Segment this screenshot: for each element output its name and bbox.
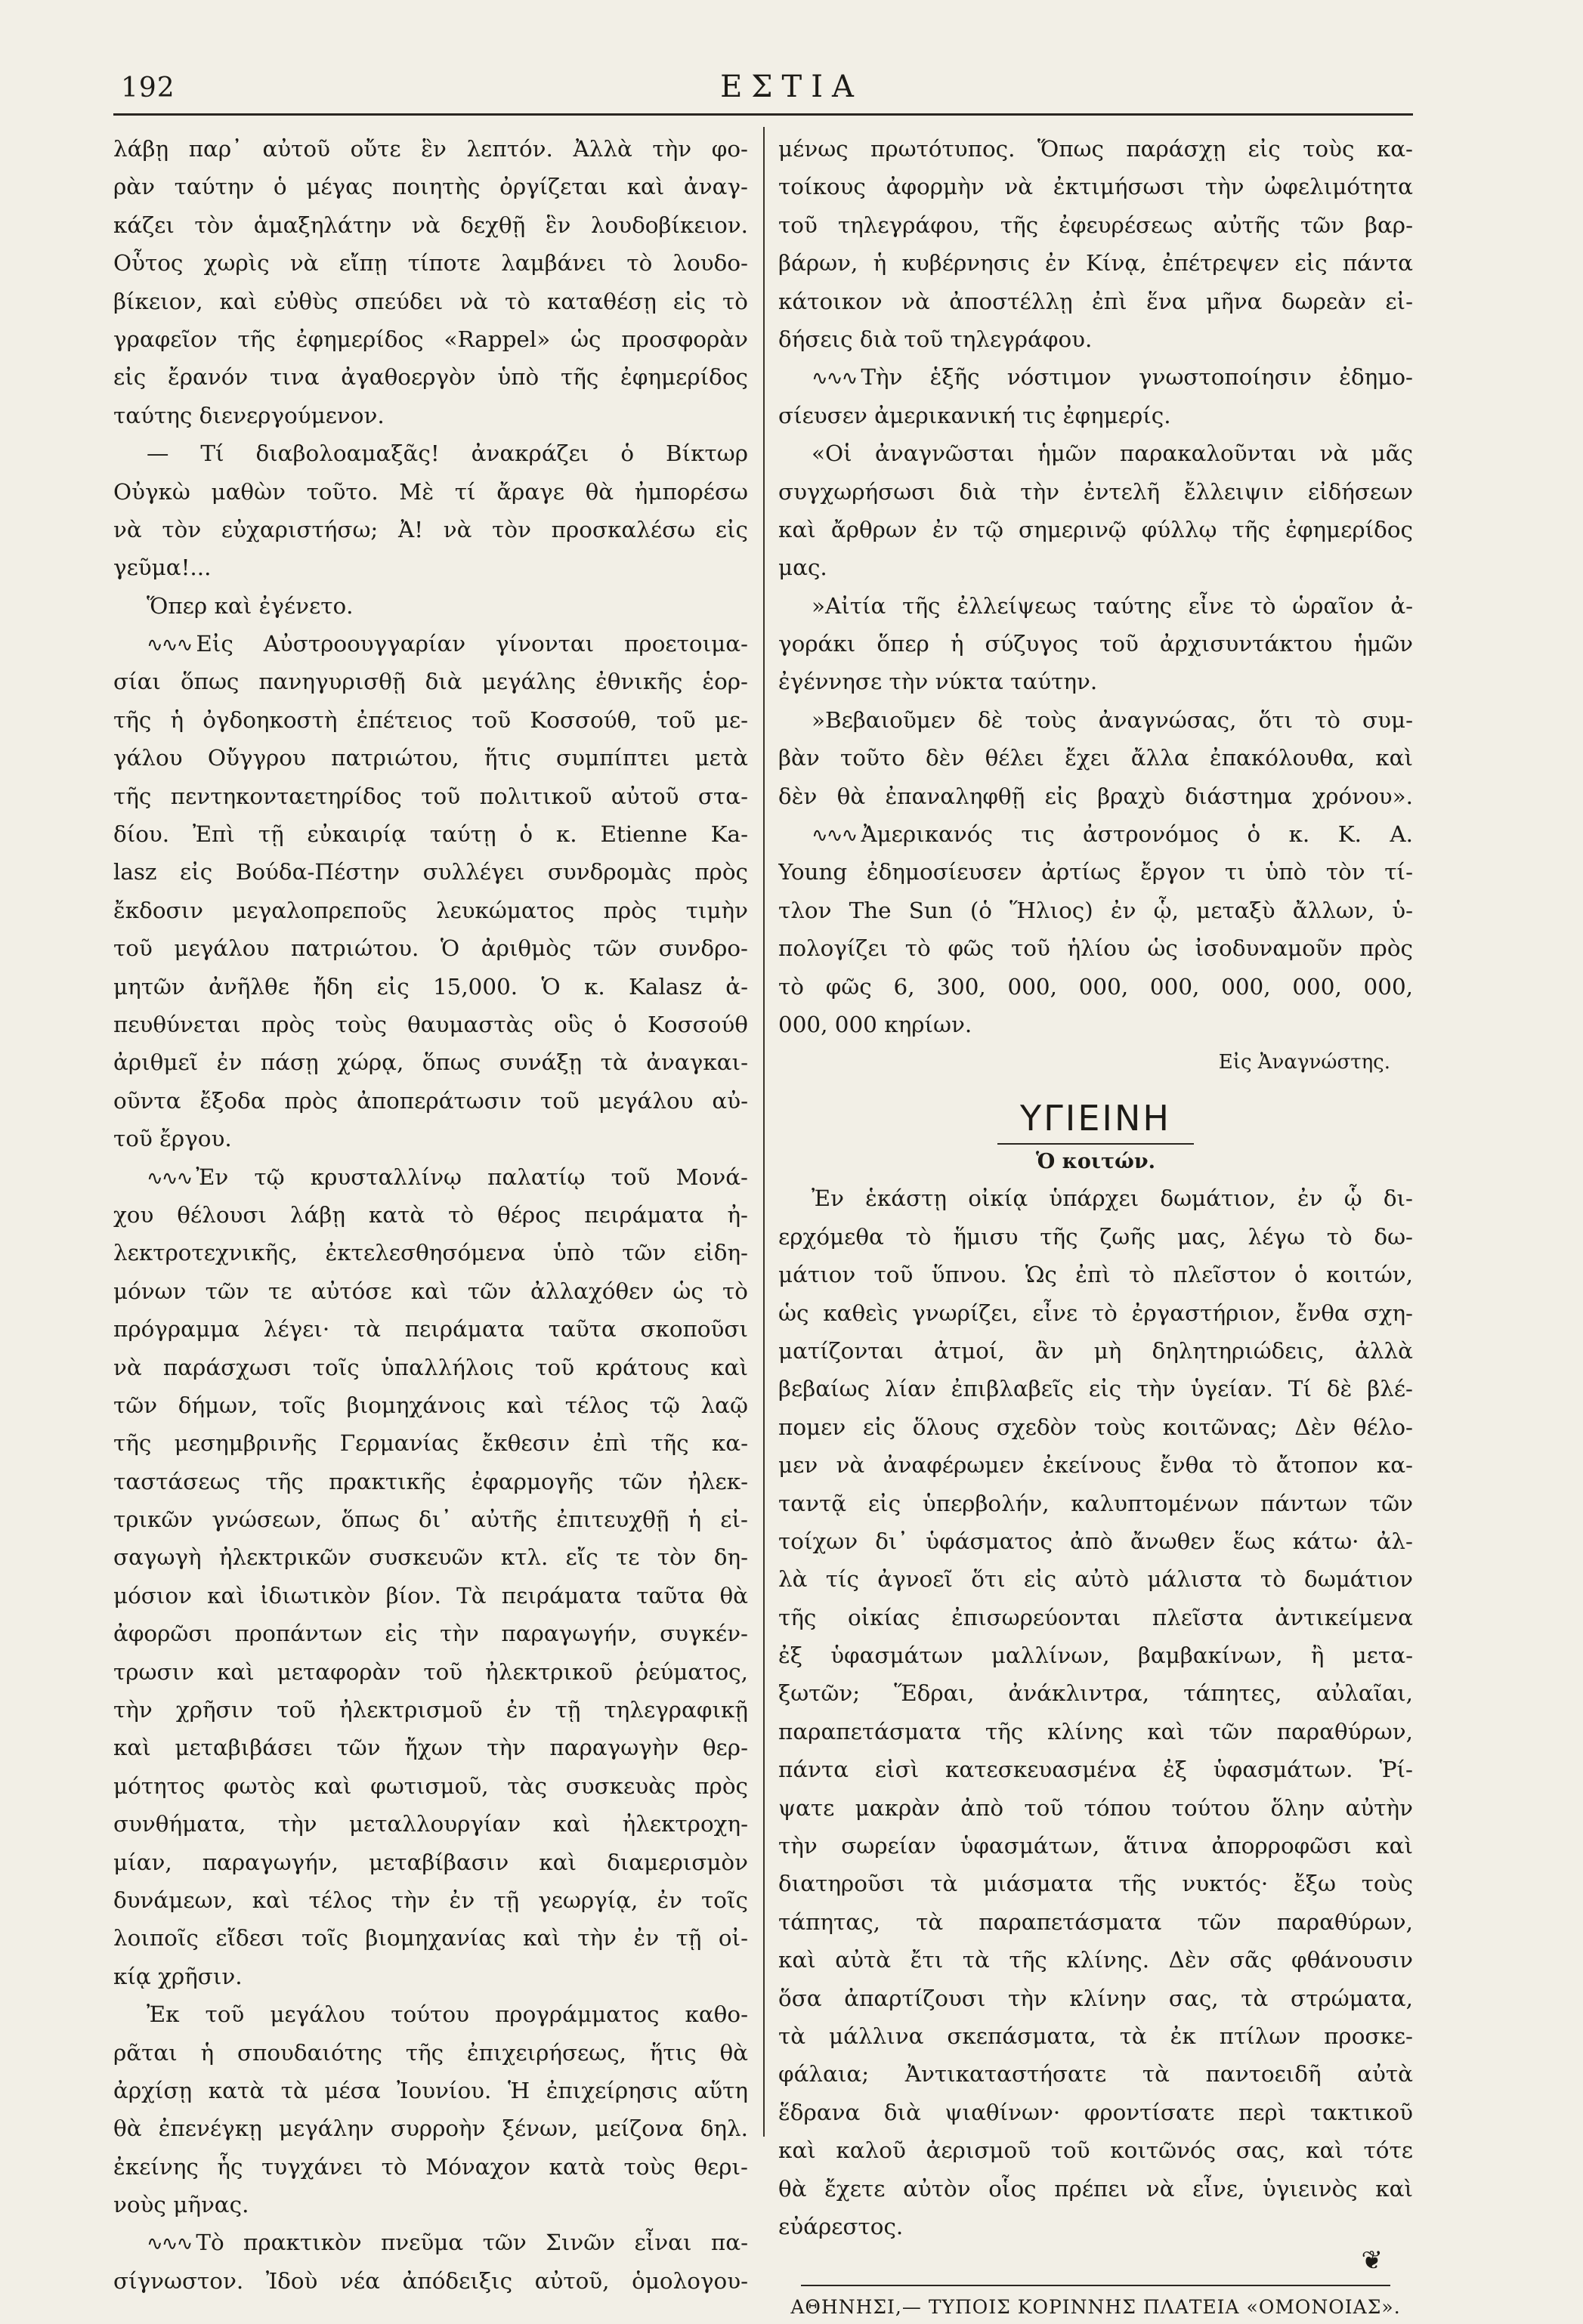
line-text: τοίχων δι᾽ ὑφάσματος ἀπὸ ἄνωθεν ἕως κάτω· ἀλ- <box>778 1528 1413 1554</box>
text-line <box>778 1522 1413 1560</box>
line-text: τῶν δήμων, τοῖς βιομηχάνοις καὶ τέλος τῷ λαῷ <box>113 1392 748 1418</box>
line-text: θὰ ἔχετε αὐτὸν οἷος πρέπει νὰ εἶνε, ὑγιεινὸς καὶ <box>778 2175 1413 2202</box>
line-text: μας. <box>778 555 827 581</box>
text-line <box>778 892 1413 929</box>
line-text: ἀφορῶσι προπάντων εἰς τὴν παραγωγήν, συγκέν- <box>113 1621 748 1647</box>
text-line <box>778 1256 1413 1293</box>
right-column <box>778 130 1413 2324</box>
line-text: μάτιον τοῦ ὕπνου. Ὡς ἐπὶ τὸ πλεῖστον ὁ κοιτών, <box>778 1262 1413 1288</box>
line-text: «Οἱ ἀναγνῶσται ἡμῶν παρακαλοῦνται νὰ μᾶς <box>812 440 1413 467</box>
text-line <box>113 473 748 511</box>
section-subheading: Ὁ κοιτών. <box>1036 1150 1155 1174</box>
text-line <box>113 549 748 586</box>
text-line <box>113 1615 748 1652</box>
line-text: 000, 000 κηρίων. <box>778 1011 972 1037</box>
text-line <box>113 1310 748 1348</box>
text-line <box>113 663 748 700</box>
text-line <box>113 1729 748 1766</box>
text-line <box>113 1881 748 1919</box>
line-text: γάλου Οὔγγρου πατριώτου, ἥτις συμπίπτει μετὰ <box>113 745 748 771</box>
line-text: τρικῶν γνώσεων, ὅπως δι᾽ αὐτῆς ἐπιτευχθῇ ἡ εἰ- <box>113 1507 748 1533</box>
line-text: Ἐν ἑκάστῃ οἰκίᾳ ὑπάρχει δωμάτιον, ἐν ᾧ δι- <box>812 1185 1413 1212</box>
text-line <box>778 473 1413 511</box>
line-text: νοὺς μῆνας. <box>113 2192 249 2218</box>
line-text: βάρων, ἡ κυβέρνησις ἐν Κίνᾳ, ἐπέτρεψεν εἰς πάντα <box>778 250 1413 277</box>
text-line <box>113 1424 748 1462</box>
line-text: δίου. Ἐπὶ τῇ εὐκαιρίᾳ ταύτῃ ὁ κ. Etienne Ka- <box>113 821 748 848</box>
text-line <box>778 815 1413 853</box>
text-line <box>113 1653 748 1691</box>
line-text: lasz εἰς Βούδα-Πέστην συλλέγει συνδρομὰς πρὸς <box>113 859 748 885</box>
text-line <box>778 1446 1413 1484</box>
text-line <box>113 1995 748 2033</box>
text-line <box>778 397 1413 434</box>
text-line <box>113 929 748 967</box>
section-heading: ΥΓΙΕΙΝΗ <box>1020 1098 1171 1139</box>
line-text: μένως πρωτότυπος. Ὅπως παράσχῃ εἰς τοὺς κα- <box>778 136 1413 162</box>
line-text: ταντᾷ εἰς ὑπερβολήν, καλυπτομένων πάντων τῶν <box>778 1490 1413 1516</box>
text-line <box>778 777 1413 815</box>
line-text: Τὴν ἑξῆς νόστιμον γνωστοποίησιν ἐδημο- <box>861 364 1413 391</box>
text-line <box>113 739 748 777</box>
text-line <box>778 1006 1413 1043</box>
line-text: τῆς ἡ ὀγδοηκοστὴ ἐπέτειος τοῦ Κοσσούθ, τοῦ με- <box>113 706 748 733</box>
text-line <box>778 1408 1413 1446</box>
right-column-top-text <box>778 130 1413 1043</box>
text-line <box>778 358 1413 396</box>
line-text: μόσιον καὶ ἰδιωτικὸν βίον. Τὰ πειράματα ταῦτα θὰ <box>113 1582 748 1609</box>
line-text: θὰ ἐπενέγκῃ μεγάλην συρροὴν ξένων, μείζονα δηλ. <box>113 2115 748 2142</box>
text-line <box>113 2262 748 2300</box>
text-line <box>113 283 748 320</box>
line-text: τῆς οἰκίας ἐπισωρεύονται πλεῖστα ἀντικείμενα <box>778 1604 1413 1630</box>
text-line <box>113 2109 748 2147</box>
text-line <box>113 358 748 396</box>
line-text: μεν νὰ ἀναφέρωμεν ἐκείνους ἔνθα τὸ ἄτοπον κα- <box>778 1452 1413 1479</box>
line-text: ματίζονται ἀτμοί, ἂν μὴ δηλητηριώδεις, ἀλλὰ <box>778 1337 1413 1364</box>
line-text: γεῦμα!... <box>113 555 212 581</box>
text-line <box>778 1485 1413 1522</box>
text-line <box>778 434 1413 472</box>
text-line <box>113 625 748 663</box>
text-line <box>778 168 1413 206</box>
line-text: κάζει τὸν ἁμαξηλάτην νὰ δεχθῇ ἓν λουδοβίκειον. <box>113 212 748 238</box>
line-text: δὲν θὰ ἐπαναληφθῇ εἰς βραχὺ διάστημα χρόνου». <box>778 783 1413 809</box>
text-line <box>113 130 748 168</box>
line-text: λοιποῖς εἴδεσι τοῖς βιομηχανίας καὶ τὴν ἐν τῇ οἰ- <box>113 1925 748 1952</box>
text-line <box>778 1560 1413 1598</box>
line-text: κίᾳ χρῆσιν. <box>113 1963 243 1989</box>
journal-title: ΕΣΤΙΑ <box>720 70 863 104</box>
line-text: σίγνωστον. Ἰδοὺ νέα ἀπόδειξις αὐτοῦ, ὁμολογου- <box>113 2267 748 2294</box>
line-text: τλον The Sun (ὁ Ἥλιος) ἐν ᾧ, μεταξὺ ἄλλων, ὑ- <box>778 897 1413 923</box>
text-line <box>113 1043 748 1081</box>
text-line <box>778 1332 1413 1370</box>
text-line <box>113 1120 748 1157</box>
line-text: ερχόμεθα τὸ ἥμισυ τῆς ζωῆς μας, λέγω τὸ δω- <box>778 1223 1413 1250</box>
line-text: παραπετάσματα τῆς κλίνης καὶ τῶν παραθύρων, <box>778 1718 1413 1745</box>
text-line <box>778 2055 1413 2093</box>
text-line <box>113 511 748 549</box>
line-text: τοῦ μεγάλου πατριώτου. Ὁ ἀριθμὸς τῶν συνδρο- <box>113 935 748 962</box>
text-line <box>113 1919 748 1957</box>
text-line <box>113 206 748 244</box>
line-text: τὸ φῶς 6, 300, 000, 000, 000, 000, 000, 000, <box>778 973 1413 1000</box>
text-line <box>778 320 1413 358</box>
line-text: Ὅπερ καὶ ἐγένετο. <box>147 592 354 619</box>
line-text: τοῦ ἔργου. <box>113 1126 232 1152</box>
text-line <box>778 2094 1413 2131</box>
line-text: βίκειον, καὶ εὐθὺς σπεύδει νὰ τὸ καταθέσῃ εἰς τὸ <box>113 288 748 314</box>
right-column-bottom-text <box>778 1179 1413 2245</box>
text-line <box>113 777 748 815</box>
text-line <box>113 1767 748 1805</box>
line-text: Ἐκ τοῦ μεγάλου τούτου προγράμματος καθο- <box>147 2001 748 2028</box>
line-text: ξωτῶν; Ἕδραι, ἀνάκλιντρα, τάπητες, αὐλαῖαι, <box>778 1680 1413 1707</box>
line-text: βὰν τοῦτο δὲν θέλει ἔχει ἄλλα ἐπακόλουθα, καὶ <box>778 745 1413 771</box>
line-text: βεβαίως λίαν ἐπιβλαβεῖς εἰς τὴν ὑγείαν. Τί δὲ βλέ- <box>778 1376 1413 1402</box>
text-line <box>113 1577 748 1615</box>
line-text: Οὗτος χωρὶς νὰ εἴπῃ τίποτε λαμβάνει τὸ λουδο- <box>113 250 748 277</box>
text-line <box>778 1218 1413 1256</box>
line-text: Young ἐδημοσίευσεν ἀρτίως ἔργον τι ὑπὸ τὸν τί- <box>778 859 1413 885</box>
news-item-marker-icon: ∿∿∿ <box>147 2233 192 2256</box>
text-line <box>113 2034 748 2072</box>
text-line <box>113 320 748 358</box>
text-line <box>113 1006 748 1043</box>
text-line <box>113 2186 748 2224</box>
text-line <box>778 1636 1413 1674</box>
line-text: πάντα εἰσὶ κατεσκευασμένα ἐξ ὑφασμάτων. Ῥί- <box>778 1757 1413 1783</box>
line-text: συνθήματα, τὴν μεταλλουργίαν καὶ ἠλεκτροχη- <box>113 1811 748 1837</box>
text-line <box>113 968 748 1006</box>
text-line <box>778 1674 1413 1712</box>
line-text: γοράκι ὅπερ ἡ σύζυγος τοῦ ἀρχισυντάκτου ἡμῶν <box>778 631 1413 657</box>
line-text: »Αἰτία τῆς ἐλλείψεως ταύτης εἶνε τὸ ὡραῖον ἀ- <box>812 592 1413 619</box>
line-text: καὶ καλοῦ ἀερισμοῦ τοῦ κοιτῶνός σας, καὶ τότε <box>778 2137 1413 2164</box>
news-item-marker-icon: ∿∿∿ <box>147 1167 192 1190</box>
line-text: νὰ παράσχωσι τοῖς ὑπαλλήλοις τοῦ κράτους καὶ <box>113 1354 748 1380</box>
text-line <box>778 2017 1413 2055</box>
text-line <box>113 1463 748 1500</box>
text-line <box>113 892 748 929</box>
text-line <box>778 1713 1413 1751</box>
line-text: τὴν σωρείαν ὑφασμάτων, ἅτινα ἀπορροφῶσι καὶ <box>778 1833 1413 1859</box>
text-line <box>778 1370 1413 1408</box>
line-text: Οὐγκὼ μαθὼν τοῦτο. Μὲ τί ἄραγε θὰ ἠμπορέσω <box>113 478 748 505</box>
text-line <box>778 283 1413 320</box>
text-line <box>113 397 748 434</box>
text-line <box>778 853 1413 891</box>
text-line <box>113 2072 748 2109</box>
line-text: ἕδρανα διὰ ψιαθίνων· φροντίσατε περὶ τακτικοῦ <box>778 2099 1413 2125</box>
line-text: εἰς ἔρανόν τινα ἀγαθοεργὸν ὑπὸ τῆς ἐφημερίδος <box>113 364 748 391</box>
text-line <box>778 1751 1413 1788</box>
text-line <box>113 587 748 625</box>
page-number: 192 <box>121 73 175 104</box>
article-signature: Εἰς Ἀναγνώστης. <box>1218 1051 1390 1074</box>
text-line <box>113 1843 748 1881</box>
text-line <box>113 1538 748 1576</box>
text-line <box>778 1599 1413 1636</box>
line-text: ἐξ ὑφασμάτων μαλλίνων, βαμβακίνων, ἢ μετα- <box>778 1643 1413 1669</box>
text-line <box>113 1272 748 1310</box>
printer-imprint: ΑΘΗΝΗΣΙ,— ΤΥΠΟΙΣ ΚΟΡΙΝΝΗΣ ΠΛΑΤΕΙΑ «ΟΜΟΝΟΙΑΣ». <box>790 2296 1401 2319</box>
line-text: λὰ τίς ἀγνοεῖ ὅτι εἰς αὐτὸ μάλιστα τὸ δωμάτιον <box>778 1566 1413 1593</box>
line-text: τρωσιν καὶ μεταφορὰν τοῦ ἠλεκτρικοῦ ῥεύματος, <box>113 1658 748 1685</box>
line-text: ἐκείνης ἧς τυγχάνει τὸ Μόναχον κατὰ τοὺς θερι- <box>113 2153 748 2180</box>
fleuron-ornament: ❦ <box>1361 2245 1383 2276</box>
line-text: μόνων τῶν τε αὐτόσε καὶ τῶν ἀλλαχόθεν ὡς τὸ <box>113 1278 748 1304</box>
line-text: ρὰν ταύτην ὁ μέγας ποιητὴς ὀργίζεται καὶ ἀναγ- <box>113 174 748 200</box>
text-line <box>113 701 748 739</box>
line-text: σίαι ὅπως πανηγυρισθῇ διὰ μεγάλης ἐθνικῆς ἑορ- <box>113 669 748 695</box>
text-line <box>778 663 1413 700</box>
text-line <box>778 244 1413 282</box>
line-text: λάβῃ παρ᾽ αὐτοῦ οὔτε ἓν λεπτόν. Ἀλλὰ τὴν φο- <box>113 136 748 162</box>
text-line <box>113 815 748 853</box>
text-line <box>778 1827 1413 1865</box>
news-item-marker-icon: ∿∿∿ <box>812 824 857 848</box>
line-text: δυνάμεων, καὶ τέλος τὴν ἐν τῇ γεωργίᾳ, ἐν τοῖς <box>113 1887 748 1913</box>
text-line <box>778 206 1413 244</box>
line-text: μίαν, παραγωγήν, μεταβίβασιν καὶ διαμερισμὸν <box>113 1849 748 1875</box>
line-text: πολογίζει τὸ φῶς τοῦ ἡλίου ὡς ἰσοδυναμοῦν πρὸς <box>778 935 1413 962</box>
line-text: καὶ αὐτὰ ἔτι τὰ τῆς κλίνης. Δὲν σᾶς φθάνουσιν <box>778 1947 1413 1973</box>
line-text: ἔκδοσιν μεγαλοπρεποῦς λευκώματος πρὸς τιμὴν <box>113 897 748 923</box>
line-text: Ἐν τῷ κρυσταλλίνῳ παλατίῳ τοῦ Μονά- <box>196 1164 748 1190</box>
text-line <box>113 1386 748 1424</box>
line-text: ὅσα ἀπαρτίζουσι τὴν κλίνην σας, τὰ στρώματα, <box>778 1985 1413 2011</box>
text-line <box>113 1958 748 1995</box>
line-text: τῆς μεσημβρινῆς Γερμανίας ἔκθεσιν ἐπὶ τῆς κα- <box>113 1430 748 1457</box>
line-text: ταστάσεως τῆς πρακτικῆς ἐφαρμογῆς τῶν ἠλεκ- <box>113 1468 748 1494</box>
text-line <box>778 1979 1413 2017</box>
text-line <box>778 968 1413 1006</box>
line-text: Εἰς Αὐστροουγγαρίαν γίνονται προετοιμα- <box>196 631 748 657</box>
line-text: ρᾶται ἡ σπουδαιότης τῆς ἐπιχειρήσεως, ἥτις θὰ <box>113 2039 748 2066</box>
line-text: γραφεῖον τῆς ἐφημερίδος «Rappel» ὡς προσφορὰν <box>113 326 748 352</box>
line-text: τὰ μάλλινα σκεπάσματα, τὰ ἐκ πτίλων προσκε- <box>778 2023 1413 2049</box>
text-line <box>778 549 1413 586</box>
news-item-marker-icon: ∿∿∿ <box>147 634 192 657</box>
text-line <box>778 1903 1413 1941</box>
column-divider <box>763 127 765 2137</box>
text-line <box>113 2224 748 2261</box>
line-text: λεκτροτεχνικῆς, ἐκτελεσθησόμενα ὑπὸ τῶν εἰδη- <box>113 1240 748 1266</box>
text-line <box>778 1179 1413 1217</box>
line-text: πρόγραμμα λέγει· τὰ πειράματα ταῦτα σκοποῦσι <box>113 1316 748 1343</box>
text-line <box>113 168 748 206</box>
text-line <box>778 130 1413 168</box>
line-text: τάπητας, τὰ παραπετάσματα τῶν παραθύρων, <box>778 1908 1413 1935</box>
line-text: σίευσεν ἀμερικανική τις ἐφημερίς. <box>778 402 1171 428</box>
text-line <box>113 2148 748 2186</box>
line-text: δήσεις διὰ τοῦ τηλεγράφου. <box>778 326 1093 352</box>
line-text: πομεν εἰς ὅλους σχεδὸν τοὺς κοιτῶνας; Δὲν θέλο- <box>778 1414 1413 1440</box>
line-text: ὡς καθεὶς γνωρίζει, εἶνε τὸ ἐργαστήριον, ἔνθα σχη- <box>778 1300 1413 1326</box>
text-line <box>778 587 1413 625</box>
line-text: διατηροῦσι τὰ μιάσματα τῆς νυκτός· ἔξω τοὺς <box>778 1871 1413 1897</box>
news-item-marker-icon: ∿∿∿ <box>812 367 857 391</box>
line-text: τοῦ τηλεγράφου, τῆς ἐφευρέσεως αὐτῆς τῶν βαρ- <box>778 212 1413 238</box>
line-text: καὶ μεταβιβάσει τῶν ἤχων τὴν παραγωγὴν θερ- <box>113 1735 748 1761</box>
line-text: »Βεβαιοῦμεν δὲ τοὺς ἀναγνώσας, ὅτι τὸ συμ- <box>812 706 1413 733</box>
text-line <box>778 1789 1413 1827</box>
line-text: χου θέλουσι λάβῃ κατὰ τὸ θέρος πειράματα ἠ- <box>113 1201 748 1228</box>
text-line <box>778 2208 1413 2245</box>
line-text: κάτοικον νὰ ἀποστέλλῃ ἐπὶ ἕνα μῆνα δωρεὰν εἰ- <box>778 288 1413 314</box>
text-line <box>113 244 748 282</box>
line-text: μότητος φωτὸς καὶ φωτισμοῦ, τὰς συσκευὰς πρὸς <box>113 1772 748 1799</box>
line-text: Ἀμερικανός τις ἀστρονόμος ὁ κ. Κ. Α. <box>861 821 1413 848</box>
left-column <box>113 130 748 2300</box>
line-text: εὐάρεστος. <box>778 2213 904 2239</box>
line-text: Τὸ πρακτικὸν πνεῦμα τῶν Σινῶν εἶναι πα- <box>196 2230 748 2256</box>
line-text: συγχωρήσωσι διὰ τὴν ἐντελῆ ἔλλειψιν εἰδήσεων <box>778 478 1413 505</box>
line-text: ἐγέννησε τὴν νύκτα ταύτην. <box>778 669 1098 695</box>
line-text: νὰ τὸν εὐχαριστήσω; Ἀ! νὰ τὸν προσκαλέσω εἰς <box>113 516 748 542</box>
text-line <box>778 625 1413 663</box>
text-line <box>113 853 748 891</box>
line-text: ψατε μακρὰν ἀπὸ τοῦ τόπου τούτου ὅλην αὐτὴν <box>778 1794 1413 1821</box>
line-text: — Τί διαβολοαμαξᾶς! ἀνακράζει ὁ Βίκτωρ <box>147 440 748 467</box>
text-line <box>113 1691 748 1729</box>
text-line <box>778 2131 1413 2169</box>
imprint-rule <box>801 2285 1390 2286</box>
line-text: φάλαια; Ἀντικαταστήσατε τὰ παντοειδῆ αὐτὰ <box>778 2061 1413 2088</box>
text-line <box>778 739 1413 777</box>
text-line <box>113 1805 748 1843</box>
text-line <box>113 1196 748 1234</box>
header-rule <box>113 113 1413 116</box>
line-text: τοίκους ἀφορμὴν νὰ ἐκτιμήσωσι τὴν ὠφελιμότητα <box>778 174 1413 200</box>
text-line <box>778 929 1413 967</box>
text-line <box>113 434 748 472</box>
line-text: τὴν χρῆσιν τοῦ ἠλεκτρισμοῦ ἐν τῇ τηλεγραφικῇ <box>113 1697 748 1723</box>
line-text: καὶ ἄρθρων ἐν τῷ σημερινῷ φύλλῳ τῆς ἐφημερίδος <box>778 516 1413 542</box>
text-line <box>778 1294 1413 1332</box>
line-text: σαγωγὴ ἠλεκτρικῶν συσκευῶν κτλ. εἴς τε τὸν δη- <box>113 1544 748 1571</box>
text-line <box>778 1865 1413 1902</box>
text-line <box>778 2170 1413 2208</box>
line-text: ἀρχίσῃ κατὰ τὰ μέσα Ἰουνίου. Ἡ ἐπιχείρησις αὕτη <box>113 2077 748 2103</box>
text-line <box>113 1158 748 1196</box>
line-text: τῆς πεντηκονταετηρίδος τοῦ πολιτικοῦ αὐτοῦ στα- <box>113 783 748 809</box>
text-line <box>113 1349 748 1386</box>
text-line <box>778 701 1413 739</box>
line-text: ἀριθμεῖ ἐν πάσῃ χώρᾳ, ὅπως συνάξῃ τὰ ἀναγκαι- <box>113 1049 748 1076</box>
text-line <box>113 1500 748 1538</box>
line-text: ταύτης διενεργούμενον. <box>113 402 385 428</box>
text-line <box>778 511 1413 549</box>
line-text: πευθύνεται πρὸς τοὺς θαυμαστὰς οὓς ὁ Κοσσούθ <box>113 1011 748 1037</box>
line-text: οῦντα ἔξοδα πρὸς ἀποπεράτωσιν τοῦ μεγάλου αὐ- <box>113 1087 748 1114</box>
text-line <box>113 1082 748 1120</box>
text-line <box>778 1941 1413 1979</box>
text-line <box>113 1234 748 1272</box>
line-text: μητῶν ἀνῆλθε ἤδη εἰς 15,000. Ὁ κ. Kalasz ἀ- <box>113 973 748 1000</box>
